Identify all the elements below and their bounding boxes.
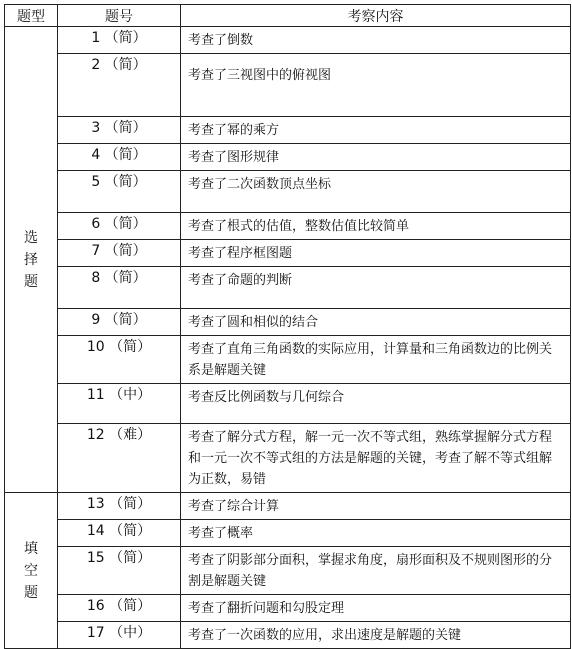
question-number: 10 （简）	[58, 336, 181, 384]
question-content: 考查了根式的估值，整数估值比较简单	[181, 213, 571, 240]
question-number: 3 （简）	[58, 117, 181, 144]
table-row	[5, 240, 571, 267]
question-number: 1 （简）	[58, 27, 181, 54]
exam-analysis-table	[4, 4, 571, 649]
question-content: 考查了解分式方程，解一元一次不等式组，熟练掌握解分式方程和一元一次不等式组的方法是解题的关键，考查了解不等式组解为正数，易错	[181, 424, 571, 493]
question-number: 14 （简）	[58, 520, 181, 547]
table-row	[5, 117, 571, 144]
question-content: 考查了命题的判断	[181, 267, 571, 309]
table-row	[5, 54, 571, 117]
question-number: 6 （简）	[58, 213, 181, 240]
question-number: 12 （难）	[58, 424, 181, 493]
table-row	[5, 595, 571, 622]
table-row	[5, 520, 571, 547]
table-row	[5, 267, 571, 309]
question-content: 考查了阴影部分面积，掌握求角度，扇形面积及不规则图形的分割是解题关键	[181, 547, 571, 595]
question-content: 考查了概率	[181, 520, 571, 547]
table-row	[5, 171, 571, 213]
question-content: 考查了三视图中的俯视图	[181, 54, 571, 117]
question-content: 考查了幂的乘方	[181, 117, 571, 144]
header-type: 题型	[5, 5, 58, 27]
type-char: 空	[24, 562, 38, 579]
question-content: 考查了一次函数的应用，求出速度是解题的关键	[181, 622, 571, 649]
question-number: 7 （简）	[58, 240, 181, 267]
question-content: 考查了直角三角函数的实际应用，计算量和三角函数边的比例关系是解题关键	[181, 336, 571, 384]
table-row	[5, 424, 571, 493]
question-content: 考查了倒数	[181, 27, 571, 54]
question-number: 11 （中）	[58, 384, 181, 424]
question-content: 考查了二次函数顶点坐标	[181, 171, 571, 213]
table-row	[5, 27, 571, 54]
question-number: 2 （简）	[58, 54, 181, 117]
question-number: 13 （简）	[58, 493, 181, 520]
table-row	[5, 493, 571, 520]
type-char: 选	[24, 229, 38, 246]
header-content: 考察内容	[181, 5, 571, 27]
question-number: 9 （简）	[58, 309, 181, 336]
question-number: 16 （简）	[58, 595, 181, 622]
type-char: 择	[24, 251, 38, 268]
type-char: 填	[24, 540, 38, 557]
table-row	[5, 309, 571, 336]
type-cell-choice	[5, 27, 58, 493]
header-number: 题号	[58, 5, 181, 27]
table-row	[5, 144, 571, 171]
question-content: 考查反比例函数与几何综合	[181, 384, 571, 424]
table-row	[5, 547, 571, 595]
question-content: 考查了圆和相似的结合	[181, 309, 571, 336]
question-number: 17 （中）	[58, 622, 181, 649]
header-row	[5, 5, 571, 27]
question-content: 考查了图形规律	[181, 144, 571, 171]
question-content: 考查了程序框图题	[181, 240, 571, 267]
question-number: 5 （简）	[58, 171, 181, 213]
table-row	[5, 384, 571, 424]
table-row	[5, 213, 571, 240]
type-char: 题	[24, 584, 38, 601]
type-char: 题	[24, 273, 38, 290]
question-content: 考查了综合计算	[181, 493, 571, 520]
table-row	[5, 336, 571, 384]
table-row	[5, 622, 571, 649]
question-number: 4 （简）	[58, 144, 181, 171]
question-number: 8 （简）	[58, 267, 181, 309]
question-content: 考查了翻折问题和勾股定理	[181, 595, 571, 622]
question-number: 15 （简）	[58, 547, 181, 595]
type-cell-fill-blank	[5, 493, 58, 649]
